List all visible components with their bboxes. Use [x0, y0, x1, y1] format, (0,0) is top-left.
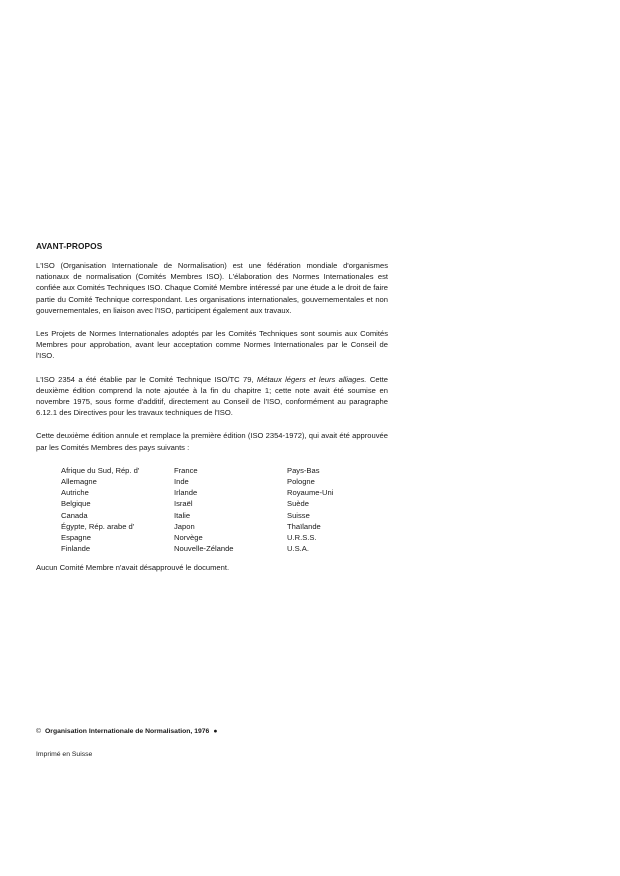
paragraph-draft-standards: Les Projets de Normes Internationales adoptés par les Comités Techniques sont soumis aux Comités Membres pour approbation, avant leur acceptation comme Normes Internationales par le Conseil de l'ISO. — [36, 329, 388, 361]
copyright-line — [36, 728, 217, 735]
paragraph-iso-2354-part2: Cette deuxième édition comprend la note ajoutée à la fin du chapitre 1; cette note avait été soumise en novembre 1975, sous forme d'additif, directement au Conseil de l'ISO, conformément au paragraphe 6.12.1 des Directives pour les travaux techniques de l'ISO. — [36, 374, 388, 418]
country-name: Finlande — [61, 544, 91, 554]
country-row — [61, 476, 371, 487]
country-name: Canada — [61, 510, 88, 520]
country-row — [61, 487, 371, 498]
country-name: U.R.S.S. — [287, 533, 317, 543]
country-name: Belgique — [61, 499, 91, 509]
country-name: Pologne — [287, 477, 315, 487]
country-name: Suède — [287, 499, 309, 509]
country-name: Norvège — [174, 533, 203, 543]
country-name: Nouvelle-Zélande — [174, 544, 234, 554]
country-name: Thaïlande — [287, 521, 321, 531]
country-name: Royaume-Uni — [287, 488, 334, 498]
paragraph-iso-intro: L'ISO (Organisation Internationale de Normalisation) est une fédération mondiale d'organismes nationaux de normalisation (Comités Membres ISO). L'élaboration des Normes Internationales est confiée aux Comités Techniques ISO. Chaque Comité Membre intéressé par une étude a le droit de faire partie du Comité Technique correspondant. Les organisations internationales, gouvernementales et non gouvernementales, en liaison avec l'ISO, participent également aux travaux. — [36, 261, 388, 315]
country-row — [61, 543, 371, 554]
member-countries-list — [61, 465, 371, 555]
closing-statement: Aucun Comité Membre n'avait désapprouvé le document. — [36, 563, 230, 573]
country-name: Italie — [174, 510, 191, 520]
paragraph-edition: Cette deuxième édition annule et remplace la première édition (ISO 2354-1972), qui avait été approuvée par les Comités Membres des pays suivants : — [36, 431, 388, 452]
paragraph-iso-2354-part1: L'ISO 2354 a été établie par le Comité Technique ISO/TC 79, — [36, 374, 257, 384]
country-name: Allemagne — [61, 477, 97, 487]
committee-title-italic: Métaux légers et leurs alliages. — [256, 374, 367, 384]
country-name: U.S.A. — [287, 544, 309, 554]
foreword-section — [36, 241, 388, 574]
country-name: Irlande — [174, 488, 198, 498]
country-row — [61, 521, 371, 532]
country-name: Inde — [174, 477, 189, 487]
country-row — [61, 465, 371, 476]
country-name: Japon — [174, 521, 195, 531]
copyright-icon: © — [36, 728, 42, 735]
country-name: France — [174, 465, 198, 475]
paragraph-iso-2354 — [36, 374, 388, 419]
member-countries-table — [61, 465, 371, 555]
country-row — [61, 510, 371, 521]
country-name: Afrique du Sud, Rép. d' — [61, 465, 140, 475]
country-name: Autriche — [61, 488, 89, 498]
printed-in-text: Imprimé en Suisse — [36, 751, 93, 758]
bullet-icon: ● — [213, 728, 218, 735]
country-name: Israël — [174, 499, 193, 509]
country-name: Pays-Bas — [287, 465, 320, 475]
country-name: Espagne — [61, 533, 91, 543]
country-row — [61, 498, 371, 509]
country-name: Égypte, Rép. arabe d' — [61, 521, 135, 531]
country-name: Suisse — [287, 510, 310, 520]
country-row — [61, 532, 371, 543]
section-heading: AVANT-PROPOS — [36, 241, 103, 251]
copyright-text: Organisation Internationale de Normalisation, 1976 — [45, 728, 210, 735]
